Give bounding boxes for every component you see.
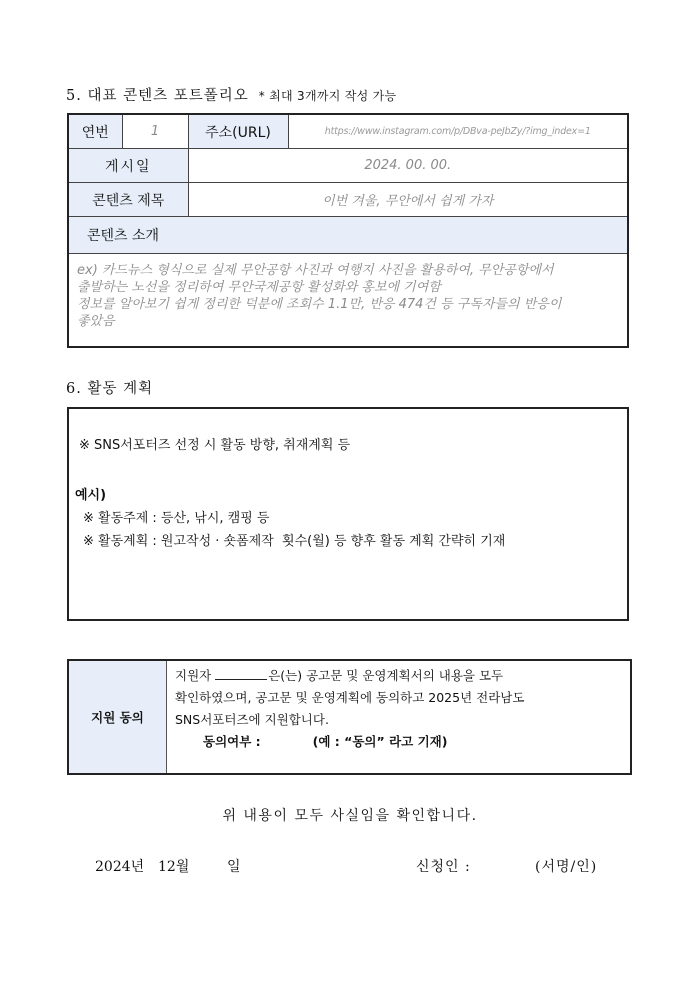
consent-row	[68, 660, 631, 774]
no-label: 연번	[68, 114, 122, 149]
plan-example-label: 예시)	[75, 488, 107, 503]
consent-body	[167, 660, 632, 774]
url-label: 주소(URL)	[188, 114, 288, 149]
consent-label: 지원 동의	[68, 660, 167, 774]
section5-heading	[66, 84, 396, 105]
portfolio-row-intro-header	[68, 217, 628, 254]
portfolio-row-id-url	[68, 114, 628, 149]
consent-line-3: SNS서포터즈에 지원합니다.	[175, 712, 329, 727]
intro-line: 좋았음	[77, 314, 115, 329]
sign-month[interactable]: 12월	[158, 859, 190, 875]
intro-line: ex) 카드뉴스 형식으로 실제 무안공항 사진과 여행지 사진을 활용하여, 무안공항에서	[77, 263, 554, 278]
title-value[interactable]: 이번 겨울, 무안에서 쉽게 가자	[188, 183, 628, 217]
section5-note: * 최대 3개까지 작성 가능	[258, 89, 397, 103]
portfolio-row-intro-body	[68, 254, 628, 348]
agree-hint: (예 : “동의” 라고 기재)	[312, 734, 448, 749]
title-label: 콘텐츠 제목	[68, 183, 188, 217]
consent-table	[67, 659, 632, 775]
consent-line1-text: 은(는) 공고문 및 운영계획서의 내용을 모두	[268, 668, 504, 683]
applicant-name-blank[interactable]	[215, 667, 267, 680]
intro-line: 정보를 알아보기 쉽게 정리한 덕분에 조회수 1.1만, 반응 474건 등 구독자들의 반응이	[77, 297, 562, 312]
consent-line-2: 확인하였으며, 공고문 및 운영계획에 동의하고 2025년 전라남도	[175, 690, 525, 705]
plan-example-item: ※ 활동주제 : 등산, 낚시, 캠핑 등	[83, 511, 270, 526]
plan-guide: ※ SNS서포터즈 선정 시 활동 방향, 취재계획 등	[79, 438, 351, 453]
no-value[interactable]: 1	[122, 114, 188, 149]
agree-label: 동의여부 :	[203, 734, 261, 749]
date-value[interactable]: 2024. 00. 00.	[188, 149, 628, 183]
sign-hint[interactable]: (서명/인)	[535, 859, 598, 875]
sign-year[interactable]: 2024년	[95, 859, 145, 875]
portfolio-row-date	[68, 149, 628, 183]
consent-line-1	[175, 665, 622, 687]
date-label: 게시일	[68, 149, 188, 183]
intro-line: 출발하는 노선을 정리하여 무안국제공항 활성화와 홍보에 기여함	[77, 280, 441, 295]
portfolio-table	[67, 113, 629, 348]
portfolio-row-title	[68, 183, 628, 217]
intro-label: 콘텐츠 소개	[68, 217, 628, 254]
consent-agree-row[interactable]	[175, 731, 622, 753]
activity-plan-box[interactable]	[67, 407, 629, 621]
section5-title: 5. 대표 콘텐츠 포트폴리오	[66, 88, 249, 104]
section6-title: 6. 활동 계획	[66, 381, 154, 397]
plan-example-item: ※ 활동계획 : 원고작성 · 숏폼제작 횟수(월) 등 향후 활동 계획 간략히 기재	[83, 534, 506, 549]
applicant-prefix: 지원자	[175, 668, 212, 683]
url-value[interactable]: https://www.instagram.com/p/DBva-peJbZy/?img_index=1	[288, 114, 628, 149]
applicant-label: 신청인 :	[416, 859, 471, 875]
intro-value[interactable]	[68, 254, 628, 348]
sign-day[interactable]: 일	[227, 859, 241, 875]
confirm-statement: 위 내용이 모두 사실임을 확인합니다.	[222, 808, 478, 824]
